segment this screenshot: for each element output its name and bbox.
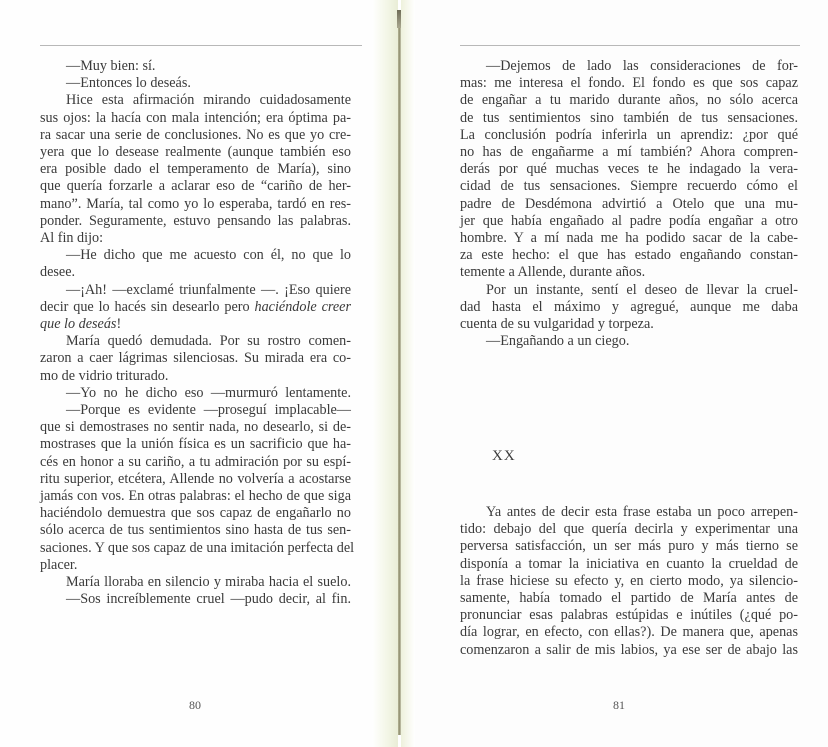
text-line: —Yo no he dicho eso —murmuró lentamente. — [66, 384, 351, 401]
text-line: perversa satisfacción, un ser más puro y más tierno se — [460, 538, 798, 555]
text-line: —Muy bien: sí. — [66, 58, 156, 74]
text-line: —Entonces lo deseás. — [66, 75, 191, 92]
page-number-left: 80 — [189, 698, 201, 712]
text-line: —Engañando a un ciego. — [486, 333, 630, 350]
gutter-shadow-right — [401, 0, 415, 747]
text-line: placer. — [40, 556, 78, 573]
text-line: ritu superior, etcétera, Allende no volvería a acostarse — [40, 470, 351, 487]
text-line: ra sacar una serie de conclusiones. No es que yo cre- — [40, 126, 351, 143]
text-line: za este hecho: el que has estado engañando constan- — [460, 247, 798, 264]
text-line: María lloraba en silencio y miraba hacia el suelo. — [66, 574, 351, 591]
text-line: mo de vidrio triturado. — [40, 367, 169, 384]
text-line: la frase hiciese su efecto y, en cierto modo, ya silencio- — [460, 572, 798, 589]
text-line: La conclusión podría inferirla un aprendiz: ¿por qué — [460, 126, 798, 143]
text-line: día lograr, en efecto, con ellas?). De manera que, apenas — [460, 624, 798, 641]
text-line: temente a Allende, durante años. — [460, 264, 646, 281]
text-line: Hice esta afirmación mirando cuidadosamente — [66, 92, 351, 109]
text-line: cés en honor a su cariño, a tu admiración por su espí- — [40, 453, 351, 470]
text-line: zaron a caer lágrimas silenciosas. Su mirada era co- — [40, 350, 351, 367]
text-line: saciones. Y que sos capaz de una imitación perfecta del — [40, 539, 355, 556]
right-page-body — [460, 58, 798, 350]
text-line: mas: me interesa el fondo. El fondo es que sos capaz — [460, 75, 798, 92]
text-line: sus ojos: la hacía con mala intención; era óptima pa- — [40, 109, 351, 126]
header-rule-right — [460, 45, 800, 46]
text-line: Al fin dijo: — [40, 230, 104, 247]
text-line: derás por qué muchas veces te he indagado la vera- — [460, 161, 798, 178]
text-line: de tus sentimientos sino también de tus sensaciones. — [460, 109, 798, 126]
text-line: de engañar a tu marido durante años, no sólo acerca — [460, 92, 798, 109]
text-line: —Porque es evidente —proseguí implacable— — [66, 402, 351, 419]
text-line: —Dejemos de lado las consideraciones de for- — [486, 58, 798, 74]
page-number-right: 81 — [613, 698, 625, 712]
text-line: samente, había tomado el partido de María antes de — [460, 590, 798, 607]
book-spine-gutter — [398, 10, 401, 735]
text-line: jer que había engañado al padre podía engañar a otro — [460, 212, 798, 229]
text-line: sólo acerca de tus sentimientos sino hasta de tus sen- — [40, 522, 351, 539]
text-line: mano”. María, tal como yo lo esperaba, tardó en res- — [40, 195, 351, 212]
text-line: disponía a tomar la iniciativa en cuanto la crueldad de — [460, 555, 798, 572]
text-line: decir que lo hacés sin desearlo pero haciéndole creer — [40, 298, 351, 315]
text-line: Ya antes de decir esta frase estaba un poco arrepen- — [486, 504, 798, 520]
text-line: hombre. Y a mí nada me ha podido sacar de la cabe- — [460, 230, 798, 247]
gutter-shadow-left — [372, 0, 398, 747]
text-line: que quería forzarle a aclarar eso de “cariño de her- — [40, 178, 351, 195]
text-line: yera que lo desease realmente (aunque también eso — [40, 144, 351, 161]
left-page-body — [40, 58, 355, 609]
header-rule-left — [40, 45, 362, 46]
gutter-top-mark — [397, 10, 401, 28]
text-line: desee. — [40, 264, 76, 281]
text-line: ponder. Seguramente, estuvo pensando las palabras. — [40, 212, 351, 229]
text-line: comenzaron a salir de mis labios, ya ese ser de abajo las — [460, 641, 798, 658]
text-line: —¡Ah! —exclamé triunfalmente —. ¡Eso quiere — [66, 281, 351, 298]
text-line: era posible dado el temperamento de María), sino — [40, 161, 351, 178]
chapter-heading: XX — [492, 448, 516, 464]
text-line: María quedó demudada. Por su rostro comen- — [66, 333, 351, 350]
text-line: —He dicho que me acuesto con él, no que lo — [66, 247, 351, 264]
text-line: que lo deseás! — [40, 316, 122, 333]
text-line: no has de engañarme a mí también? Ahora compren- — [460, 144, 798, 161]
text-line: cuenta de su vulgaridad y torpeza. — [460, 316, 654, 333]
text-line: padre de Desdémona advirtió a Otelo que una mu- — [460, 195, 798, 212]
chapter-body — [460, 504, 798, 659]
text-line: tido: debajo del que quería decirla y experimentar una — [460, 521, 798, 538]
text-line: cidad de tus sensaciones. Siempre recuerdo cómo el — [460, 178, 798, 195]
text-line: Por un instante, sentí el deseo de llevar la cruel- — [486, 281, 798, 298]
text-line: pronunciar esas palabras estúpidas e inútiles (¿qué po- — [460, 607, 798, 624]
text-line: —Sos increíblemente cruel —pudo decir, al fin. — [66, 591, 351, 608]
text-line: mostrases que la unión física es un sacrificio que ha- — [40, 436, 351, 453]
text-line: que si demostrases no sentir nada, no desearlo, si de- — [40, 419, 351, 436]
text-line: jamás con vos. En otras palabras: el hecho de que siga — [40, 488, 351, 505]
text-line: haciéndolo demuestra que sos capaz de engañarlo no — [40, 505, 351, 522]
text-line: dad hasta el máximo y agregué, aunque me daba — [460, 298, 798, 315]
